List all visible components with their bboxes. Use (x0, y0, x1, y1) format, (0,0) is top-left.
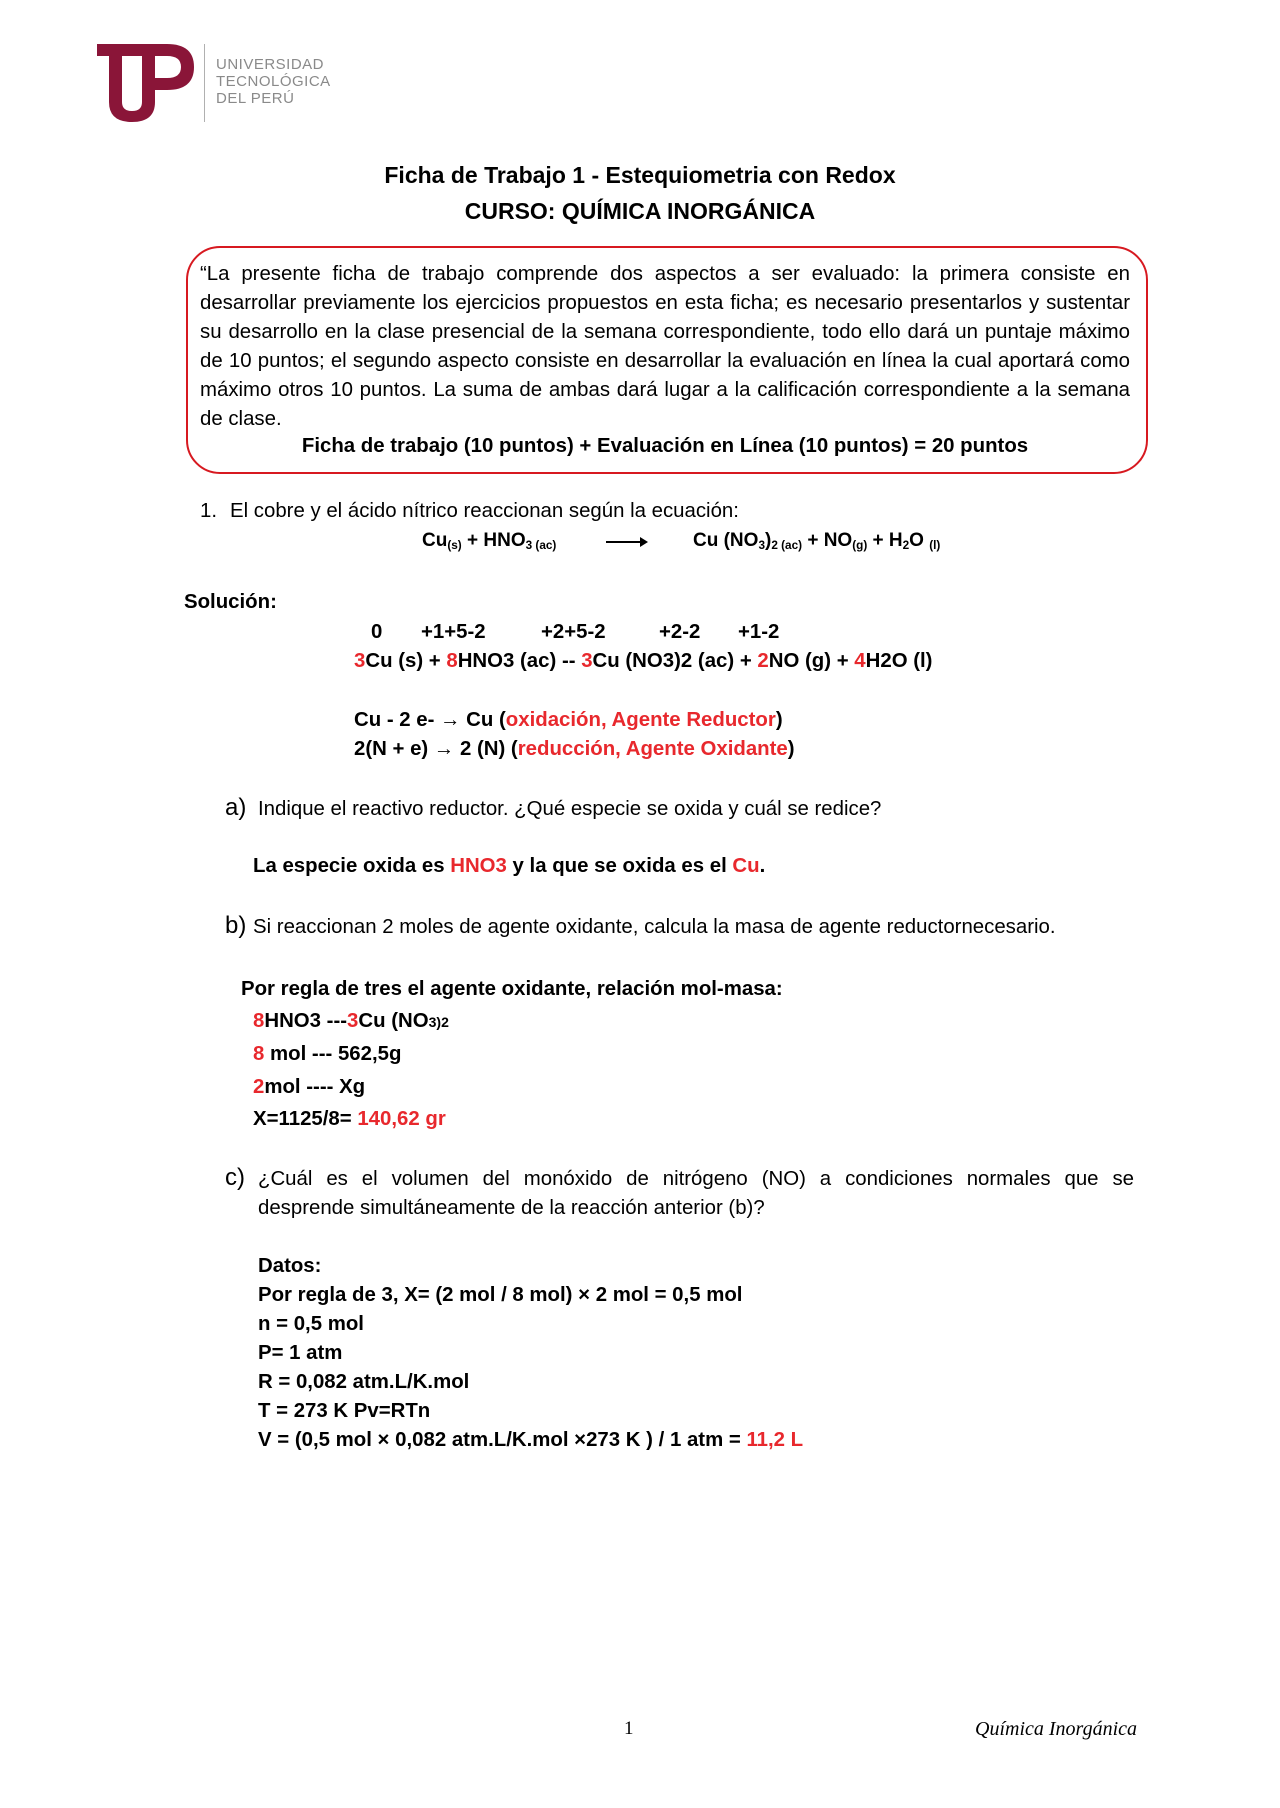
logo-text (216, 56, 331, 107)
b-line1-coef1: 8 (253, 1010, 265, 1032)
course-title: CURSO: QUÍMICA INORGÁNICA (464, 198, 816, 224)
coef-h2o: 4 (854, 650, 866, 672)
b-line1-mid: HNO3 --- (264, 1010, 348, 1032)
logo-line-2: TECNOLÓGICA (216, 73, 331, 90)
question-b-label: b) (225, 912, 247, 939)
b-line3-rest: mol ---- Xg (264, 1076, 366, 1098)
logo-line-1: UNIVERSIDAD (216, 56, 325, 73)
datos-label: Datos: (258, 1255, 322, 1277)
reduction-half: 2(N + e) → 2 (N) (reducción, Agente Oxidante) (354, 738, 795, 760)
ox-state-5: +1-2 (738, 621, 780, 643)
page-title: Ficha de Trabajo 1 - Estequiometria con Redox (384, 162, 896, 188)
datos-line-2: n = 0,5 mol (258, 1313, 364, 1335)
oxidation-label: oxidación, Agente Reductor (505, 709, 776, 731)
coef-no: 2 (757, 650, 769, 672)
question-c-line2: desprende simultáneamente de la reacción anterior (b)? (258, 1197, 765, 1219)
datos-line-5: T = 273 K Pv=RTn (258, 1400, 431, 1422)
reaction-arrow-icon (606, 533, 648, 547)
answer-a-part1: La especie oxida es (253, 855, 451, 877)
b-line2-coef: 8 (253, 1043, 265, 1065)
balanced-equation: 3Cu (s) + 8HNO3 (ac) -- 3Cu (NO3)2 (ac) + 2NO (g) + 4H2O (l) (354, 650, 933, 672)
b-line2-rest: mol --- 562,5g (264, 1043, 402, 1065)
question-c-line1: ¿Cuál es el volumen del monóxido de nitrógeno (NO) a condiciones normales que se (258, 1168, 1134, 1190)
final-volume-result: 11,2 L (746, 1429, 804, 1451)
question-b-text: Si reaccionan 2 moles de agente oxidante, calcula la masa de agente reductornecesario. (253, 916, 1056, 938)
coef-cuno3: 3 (581, 650, 593, 672)
question-a-label: a) (225, 794, 247, 821)
equation-products: Cu $(NO_3)_{2 (ac)} + NO_{(g)} + H_2O$ $_{(l)}$ (693, 530, 941, 552)
problem-statement: El cobre y el ácido nítrico reaccionan según la ecuación: (230, 500, 739, 522)
final-volume (258, 1426, 803, 1455)
ox-state-3: +2+5-2 (541, 621, 606, 643)
final-volume-expr: V = (0,5 mol × 0,082 atm.L/K.mol ×273 K ) / 1 atm = (258, 1429, 747, 1451)
b-line1-coef2: 3 (347, 1010, 359, 1032)
answer-a-hl1: HNO3 (450, 855, 507, 877)
reduction-label: reducción, Agente Oxidante (517, 738, 788, 760)
ox-state-2: +1+5-2 (421, 621, 486, 643)
utp-logo-icon (97, 40, 197, 124)
problem-number: 1. (200, 500, 218, 522)
datos-line-4: R = 0,082 atm.L/K.mol (258, 1371, 470, 1393)
logo-line-3: DEL PERÚ (216, 90, 295, 107)
answer-b-line2 (253, 1040, 401, 1069)
b-line3-coef: 2 (253, 1076, 265, 1098)
page-number: 1 (624, 1718, 634, 1739)
intro-total: Ficha de trabajo (10 puntos) + Evaluación en Línea (10 puntos) = 20 puntos (301, 435, 1029, 457)
solution-label: Solución: (184, 591, 277, 613)
answer-a (253, 852, 765, 881)
intro-text: “La presente ficha de trabajo comprende dos aspectos a ser evaluado: la primera consiste en desarrollar previamente los ejercicios propuestos en esta ficha; es necesario presentarlos y sustentar su desarrollo en la clase presencial de la semana correspondiente, todo ello dará un puntaje máximo de 10 puntos; el segundo aspecto consiste en desarrollar la evaluación en línea la cual aportará como máximo otros 10 puntos. La suma de ambas dará lugar a la calificación correspondiente a la semana de clase. (200, 263, 1130, 430)
answer-b-intro: Por regla de tres el agente oxidante, relación mol-masa: (241, 978, 783, 1000)
datos-line-1: Por regla de 3, X= (2 mol / 8 mol) × 2 mol = 0,5 mol (258, 1284, 743, 1306)
coef-hno3: 8 (446, 650, 458, 672)
b-line4-result: 140,62 gr (357, 1108, 446, 1130)
answer-a-hl2: Cu (732, 855, 760, 877)
question-a-text: Indique el reactivo reductor. ¿Qué especie se oxida y cuál se redice? (258, 798, 882, 820)
coef-cu: 3 (354, 650, 366, 672)
answer-a-end: . (759, 855, 766, 877)
b-line1-sub: 3)2 (428, 1014, 449, 1030)
university-logo (97, 40, 197, 129)
footer-course: Química Inorgánica (975, 1718, 1138, 1740)
question-c-label: c) (225, 1164, 245, 1191)
answer-b-line4 (253, 1105, 446, 1134)
ox-state-4: +2-2 (659, 621, 701, 643)
answer-a-part2: y la que se oxida es el (506, 855, 733, 877)
logo-divider (204, 44, 205, 122)
answer-b-line3 (253, 1073, 365, 1102)
b-line1-end: Cu (NO (358, 1010, 429, 1032)
oxidation-half: Cu - 2 e- → Cu (oxidación, Agente Reductor) (354, 709, 783, 731)
answer-b-line1 (253, 1007, 449, 1037)
b-line4-a: X=1125/8= (253, 1108, 358, 1130)
datos-line-3: P= 1 atm (258, 1342, 343, 1364)
ox-state-1: 0 (371, 621, 383, 643)
equation: $Cu_{(s)} + HNO_{3 (ac)}$ (422, 530, 557, 552)
